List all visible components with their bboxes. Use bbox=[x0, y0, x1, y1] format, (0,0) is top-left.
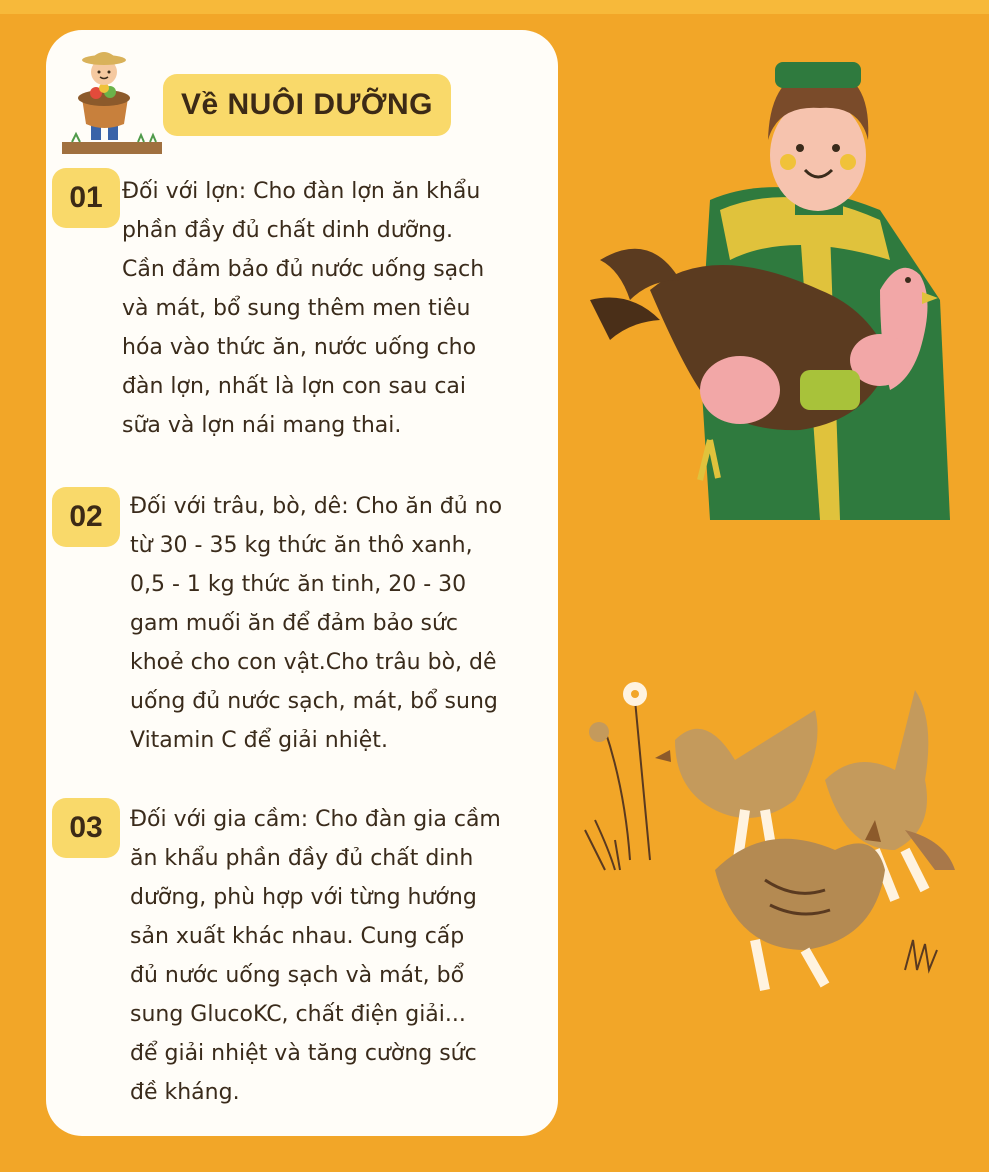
section-title: Về NUÔI DƯỠNG bbox=[180, 88, 433, 121]
chickens-illustration bbox=[575, 670, 975, 1000]
item-text: Đối với lợn: Cho đàn lợn ăn khẩu phần đầy đủ chất dinh dưỡng. Cần đảm bảo đủ nước uống sạch và mát, bổ sung thêm men tiêu hóa vào thức ăn, nước uống cho đàn lợn, nhất là lợn con sau cai sữa và lợn nái mang thai. bbox=[122, 179, 485, 438]
farmer-icon bbox=[58, 46, 166, 158]
top-band bbox=[0, 0, 989, 14]
item-number-badge bbox=[52, 798, 120, 858]
item-number: 01 bbox=[69, 181, 103, 214]
item-number: 02 bbox=[69, 500, 103, 533]
man-holding-chicken-illustration bbox=[590, 60, 970, 530]
item-number-badge bbox=[52, 168, 120, 228]
item-text: Đối với trâu, bò, dê: Cho ăn đủ no từ 30 - 35 kg thức ăn thô xanh, 0,5 - 1 kg thức ăn tinh, 20 - 30 gam muối ăn để đảm bảo sức khoẻ cho con vật.Cho trâu bò, dê uống đủ nước sạch, mát, bổ sung Vitamin C để giải nhiệt. bbox=[130, 494, 503, 753]
item-text: Đối với gia cầm: Cho đàn gia cầm ăn khẩu phần đầy đủ chất dinh dưỡng, phù hợp với từng hướng sản xuất khác nhau. Cung cấp đủ nước uống sạch và mát, bổ sung GlucoKC, chất điện giải... để giải nhiệt và tăng cường sức đề kháng. bbox=[130, 807, 501, 1105]
section-title-badge bbox=[163, 74, 451, 136]
item-number: 03 bbox=[69, 811, 103, 844]
item-number-badge bbox=[52, 487, 120, 547]
